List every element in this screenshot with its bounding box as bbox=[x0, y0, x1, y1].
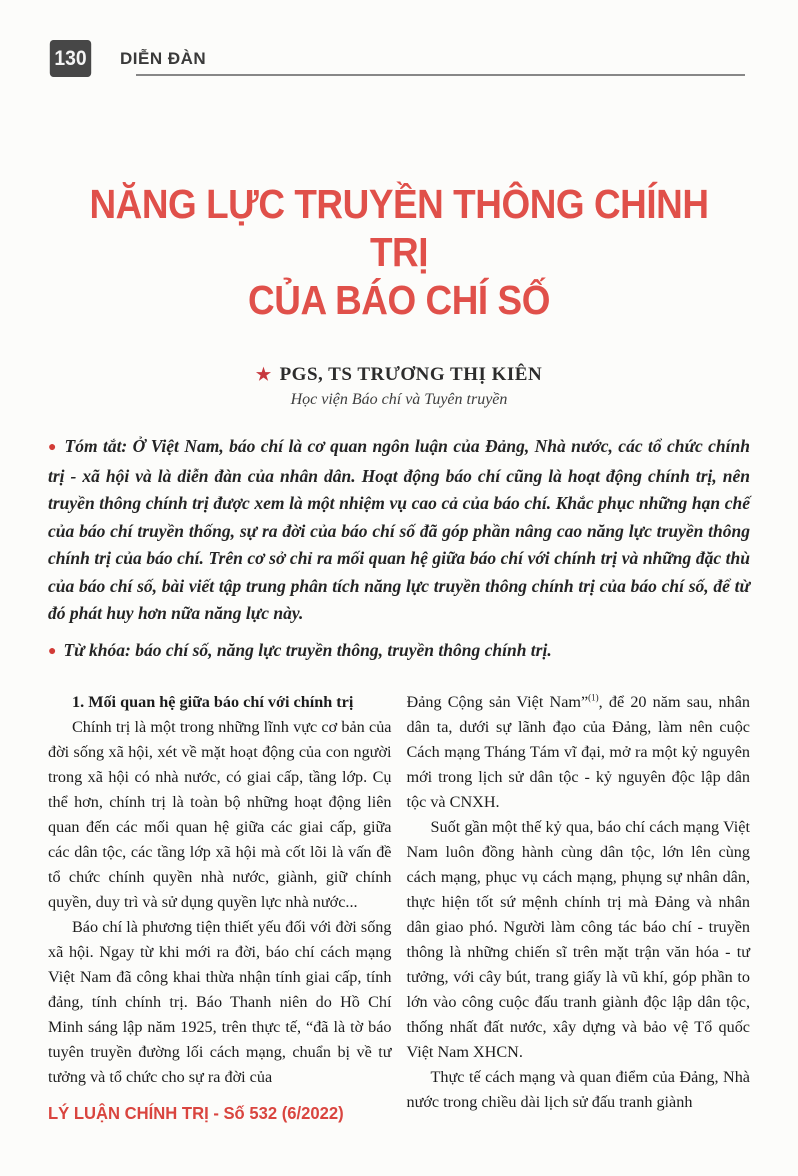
body-paragraph bbox=[407, 690, 751, 815]
footnote-ref: (1) bbox=[588, 692, 599, 703]
page-number-badge: 130 bbox=[50, 40, 91, 77]
column-right bbox=[407, 690, 751, 1115]
keywords-label: Từ khóa: bbox=[63, 639, 131, 660]
body-paragraph: Chính trị là một trong những lĩnh vực cơ bản của đời sống xã hội, xét về mặt hoạt động của con người trong xã hội có nhà nước, có giai cấp, tầng lớp. Cụ thể hơn, chính trị là toàn bộ những hoạt động liên quan đến các mối quan hệ giữa các giai cấp, giữa các dân tộc, các tầng lớp xã hội mà cốt lõi là vấn đề tổ chức chính quyền nhà nước, giành, giữ chính quyền, duy trì và sử dụng quyền lực nhà nước... bbox=[48, 717, 392, 911]
body-paragraph: Thực tế cách mạng và quan điểm của Đảng, Nhà nước trong chiều dài lịch sử đấu tranh giành bbox=[406, 1067, 750, 1111]
article-title-line2: CỦA BÁO CHÍ SỐ bbox=[248, 277, 550, 323]
column-left bbox=[48, 690, 392, 1115]
keywords-text: báo chí số, năng lực truyền thông, truyền thông chính trị. bbox=[130, 639, 552, 660]
section-label: DIỄN ĐÀN bbox=[120, 48, 207, 68]
abstract-text: Ở Việt Nam, báo chí là cơ quan ngôn luận của Đảng, Nhà nước, các tổ chức chính trị - xã hội và là diễn đàn của nhân dân. Hoạt động báo chí cũng là hoạt động chính trị, nên truyền thông chính trị được xem là một nhiệm vụ cao cả của báo chí. Khắc phục những hạn chế của báo chí truyền thống, sự ra đời của báo chí số đã góp phần nâng cao năng lực truyền thông chính trị của báo chí. Trên cơ sở chỉ ra mối quan hệ giữa báo chí với chính trị và những đặc thù của báo chí số, bài viết tập trung phân tích năng lực truyền thông chính trị của báo chí số, để từ đó phát huy hơn nữa năng lực này. bbox=[48, 436, 750, 623]
article-title-line1: NĂNG LỰC TRUYỀN THÔNG CHÍNH TRỊ bbox=[89, 181, 709, 275]
section-heading: 1. Mối quan hệ giữa báo chí với chính trị bbox=[72, 692, 354, 711]
paragraph-text: Đảng Cộng sản Việt Nam” bbox=[406, 692, 589, 711]
page-header bbox=[48, 0, 750, 77]
bullet-icon: ● bbox=[48, 440, 58, 455]
star-icon: ★ bbox=[255, 365, 272, 384]
journal-footer: LÝ LUẬN CHÍNH TRỊ - Số 532 (6/2022) bbox=[48, 1103, 344, 1123]
paragraph-text: , để 20 năm sau, nhân dân ta, dưới sự lãnh đạo của Đảng, làm nên cuộc Cách mạng Tháng Tám vĩ đại, mở ra một kỷ nguyên mới trong lịch sử dân tộc - kỷ nguyên độc lập dân tộc và CNXH. bbox=[406, 692, 750, 811]
body-paragraph: Báo chí là phương tiện thiết yếu đối với đời sống xã hội. Ngay từ khi mới ra đời, báo chí cách mạng Việt Nam đã công khai thừa nhận tính giai cấp, tính đảng, tính chính trị. Báo Thanh niên do Hồ Chí Minh sáng lập năm 1925, trên thực tế, “đã là tờ báo tuyên truyền đường lối cách mạng, chuẩn bị về tư tưởng và tổ chức cho sự ra đời của bbox=[48, 917, 392, 1086]
article-title bbox=[83, 180, 715, 324]
header-divider bbox=[136, 74, 745, 76]
body-paragraph: Suốt gần một thế kỷ qua, báo chí cách mạng Việt Nam luôn đồng hành cùng dân tộc, lớn lên cùng cách mạng, phục vụ cách mạng, phụng sự nhân dân, thực hiện tốt sứ mệnh chính trị mà Đảng và nhân dân giao phó. Người làm công tác báo chí - truyền thông là những chiến sĩ trên mặt trận văn hóa - tư tưởng, với cây bút, trang giấy là vũ khí, góp phần to lớn vào công cuộc đấu tranh giành độc lập dân tộc, thống nhất đất nước, xây dựng và bảo vệ Tổ quốc Việt Nam XHCN. bbox=[406, 817, 750, 1061]
abstract-label: Tóm tắt: bbox=[64, 436, 128, 456]
keywords bbox=[48, 637, 750, 666]
abstract bbox=[48, 433, 750, 628]
author-name: PGS, TS TRƯƠNG THỊ KIÊN bbox=[279, 364, 543, 385]
bullet-icon: ● bbox=[48, 643, 57, 659]
author-affiliation: Học viện Báo chí và Tuyên truyền bbox=[290, 391, 508, 408]
article-body bbox=[48, 690, 750, 1115]
author-line bbox=[48, 364, 750, 386]
